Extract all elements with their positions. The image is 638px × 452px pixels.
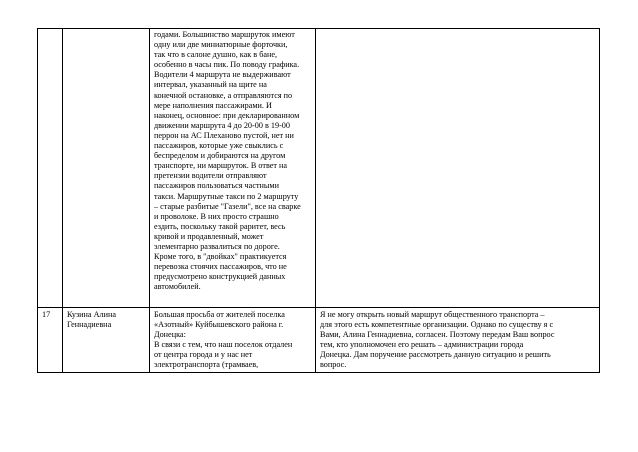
name-line: Кузина Алина	[67, 310, 117, 319]
text-line: «Азотный» Куйбышевского района г.	[154, 320, 284, 330]
name-cell	[63, 308, 150, 373]
text-line: такси. Маршрутные такси по 2 маршруту	[154, 191, 299, 201]
text-line: Донецка:	[154, 330, 186, 340]
text-line: от центра города и у нас нет	[154, 350, 253, 360]
appeals-table	[37, 28, 600, 373]
text-line: беспределом и добираются на другом	[154, 151, 286, 161]
text-line: предусмотрено конструкцией данных	[154, 272, 286, 282]
text-line: автомобилей.	[154, 282, 201, 292]
text-line: тем, кто уполномочен его решать – администрации города	[320, 340, 524, 350]
text-line: электротранспорта (трамваев,	[154, 360, 259, 370]
text-line: конечной остановке, а отправляются по	[154, 90, 293, 100]
text-line: одну или две миниатюрные форточки,	[154, 40, 288, 50]
text-line: Я не могу открыть новый маршрут общественного транспорта –	[320, 310, 545, 319]
text-line: так что в салоне душно, как в бане,	[154, 50, 278, 60]
answer-cell	[316, 29, 600, 308]
text-line: интервал, указанный на щите на	[154, 80, 267, 90]
text-line: особенно в часы пик. По поводу графика.	[154, 60, 300, 70]
request-cell	[150, 308, 316, 373]
text-line: претензии водители отправляют	[154, 171, 267, 181]
text-line: ездить, поскольку такой раритет, весь	[154, 221, 286, 231]
name-cell	[63, 29, 150, 308]
text-line: и проволоке. В них просто страшно	[154, 211, 279, 221]
text-line: Вами, Алина Геннадиевна, согласен. Поэтому передам Ваш вопрос	[320, 330, 555, 340]
text-line: мере наполнения пассажирами. И	[154, 100, 272, 110]
text-line: для этого есть компетентные организации. Однако по существу я с	[320, 320, 554, 330]
text-line: Донецка. Дам поручение рассмотреть данную ситуацию и решить	[320, 350, 551, 360]
text-line: транспорте, ни маршруток. В ответ на	[154, 161, 288, 171]
text-line: вопрос.	[320, 360, 347, 370]
text-line: годами. Большинство маршруток имеют	[154, 30, 295, 39]
table-row	[38, 29, 600, 308]
text-line: Водители 4 маршрута не выдерживают	[154, 70, 291, 80]
text-line: перевозка стоячих пассажиров, что не	[154, 262, 287, 272]
name-line: Геннадиевна	[67, 320, 112, 330]
text-line: В связи с тем, что наш поселок отдален	[154, 340, 293, 350]
text-line: пассажиров, которые уже свыклись с	[154, 141, 284, 151]
number-cell	[38, 29, 63, 308]
text-line: элементарно развалиться по дороге.	[154, 241, 280, 251]
text-line: наконец, основное: при декларированном	[154, 110, 300, 120]
text-line: Большая просьба от жителей поселка	[154, 310, 285, 319]
text-line: кривой и продавленный, может	[154, 231, 264, 241]
text-line: движении маршрута 4 до 20-00 в 19-00	[154, 120, 290, 130]
text-line: пассажиров пользоваться частными	[154, 181, 279, 191]
text-line: Кроме того, в "двойках" практикуется	[154, 252, 287, 262]
text-line: – старые разбитые "Газели", все на сварке	[154, 201, 301, 211]
answer-cell	[316, 308, 600, 373]
text-line: перрон на АС Плеханово пустой, нет ни	[154, 130, 294, 140]
request-cell	[150, 29, 316, 308]
table-row	[38, 308, 600, 373]
row-number: 17	[38, 308, 63, 373]
